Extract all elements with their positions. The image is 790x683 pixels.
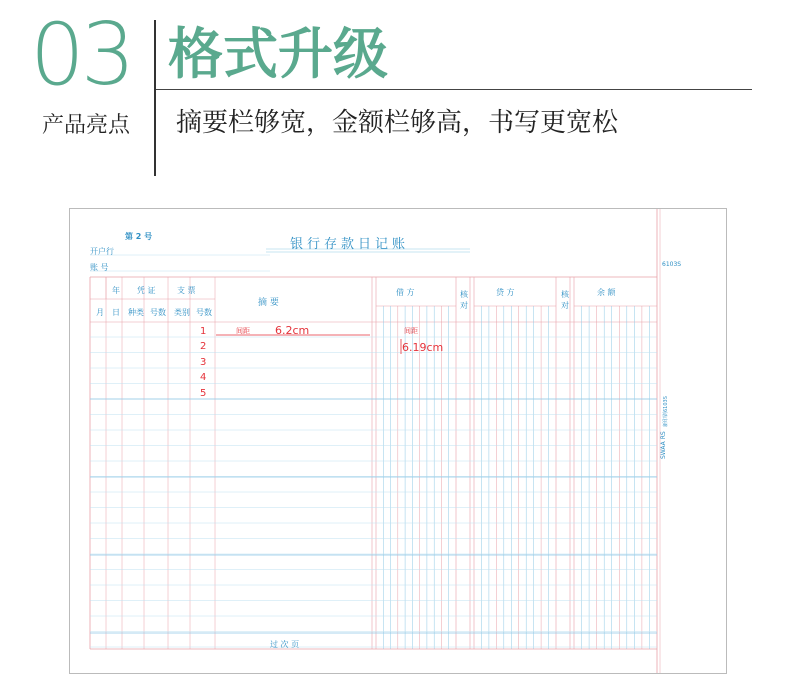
row-number: 2 [200,341,207,352]
page-subtitle: 摘要栏够宽，金额栏够高，书写更宽松 [176,108,619,138]
annotation-small: 间距 [404,327,418,335]
annotation-summary-width: 6.2cm [275,324,310,337]
col-num: 号数 [150,308,166,317]
page-title: 格式升级 [168,22,389,86]
ledger-sheet [69,208,727,674]
section-number: 03 [30,5,132,105]
col-summary: 摘 要 [258,298,279,308]
row-number: 3 [200,357,207,368]
row-number: 5 [200,388,207,399]
vertical-divider [154,20,156,176]
col-check: 支 票 [177,286,196,295]
col-balance: 余 额 [597,288,616,297]
row-number: 1 [200,326,207,337]
col-num2: 号数 [196,308,212,317]
col-check-1: 核对 [460,290,468,310]
ledger-title: 银行存款日记账 [290,237,410,252]
col-day: 日 [112,308,120,317]
section-label: 产品亮点 [42,113,131,138]
ledger-side-code: SWAA RS [660,431,667,459]
col-year: 年 [112,286,120,295]
col-debit: 借 方 [396,288,415,297]
ledger-page-number: 第 2 号 [125,232,153,241]
col-kind: 类别 [174,308,190,317]
ledger-side-code-2: 新印刷6103S [663,396,669,427]
ledger-grid [70,209,726,673]
ledger-account-label: 账 号 [90,263,109,272]
annotation-small: 间距 [236,327,250,335]
annotation-amount-height: 6.19cm [402,341,444,354]
col-credit: 贷 方 [496,288,515,297]
ledger-bank-label: 开户行 [90,247,114,256]
col-type: 种类 [128,308,144,317]
col-check-2: 核对 [561,290,569,310]
ledger-footer: 过 次 页 [270,640,300,649]
row-number: 4 [200,372,207,383]
col-month: 月 [96,308,104,317]
ledger-code: 6103S [662,261,682,268]
col-voucher: 凭 证 [137,286,156,295]
